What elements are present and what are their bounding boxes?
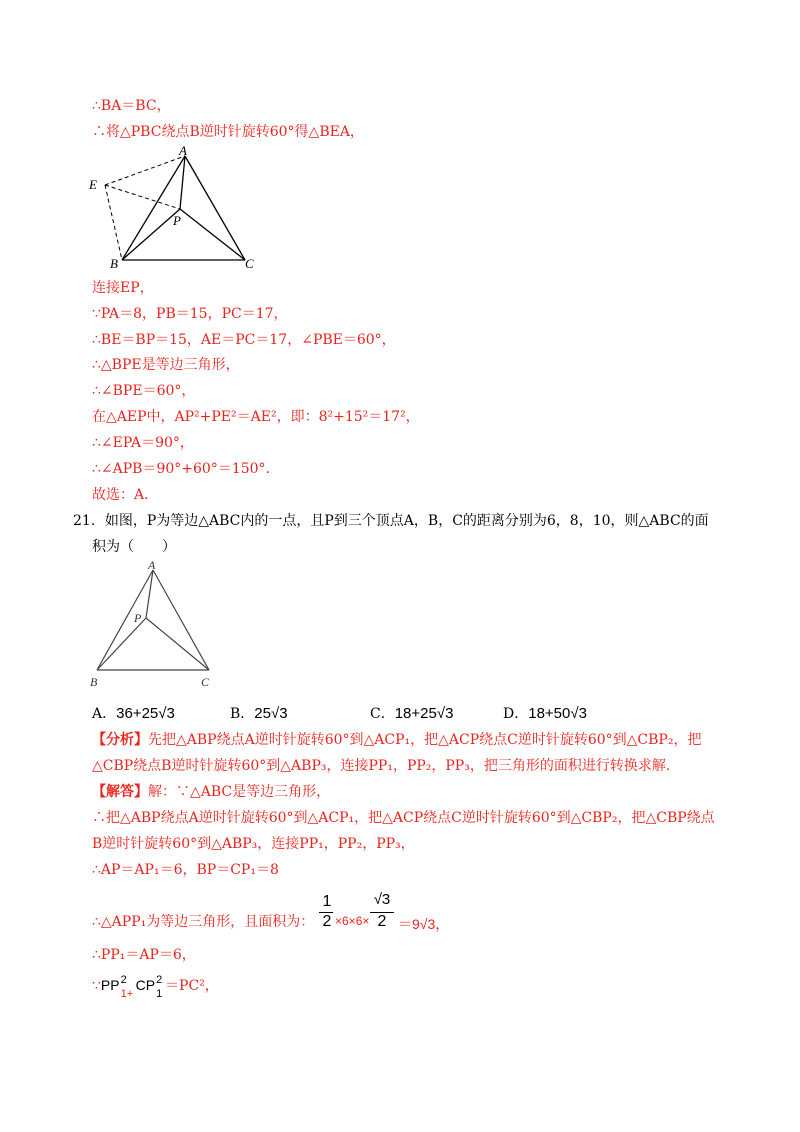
label-C: C: [201, 675, 210, 689]
edge-PB: [122, 209, 180, 260]
solution-line-6: ∴PP₁＝AP＝6，: [92, 947, 196, 963]
because-symbol: ∵: [92, 978, 101, 994]
text-line-1: ∴BA＝BC，: [92, 98, 171, 114]
pp1-superscript: 2: [120, 974, 127, 986]
option-a-label: A．: [92, 706, 117, 722]
cp1-base: CP: [135, 977, 156, 993]
edge-EP: [105, 185, 180, 209]
edge-AB: [122, 156, 185, 260]
label-B: B: [110, 256, 118, 271]
solution-line-2: ∴把△ABP绕点A逆时针旋转60°到△ACP₁，把△ACP绕点C逆时针旋转60°到△CBP₂，把△CBP绕点: [92, 810, 715, 826]
text-line-4: ∵PA＝8，PB＝15，PC＝17，: [92, 306, 288, 322]
edge-AC: [153, 570, 209, 670]
option-c-value: 18+25√3: [394, 705, 454, 722]
label-P: P: [134, 611, 142, 625]
option-d-value: 18+50√3: [528, 705, 587, 722]
label-P: P: [173, 213, 181, 228]
option-d: [503, 703, 587, 723]
option-a-value: 36+25√3: [116, 705, 175, 722]
solution-line-5-suffix: ＝9√3，: [398, 916, 450, 932]
solution-label: 【解答】: [92, 784, 148, 800]
pp1-base: PP: [100, 977, 120, 993]
edge-PC: [180, 209, 245, 260]
solution-text-1: 解：∵△ABC是等边三角形，: [148, 784, 331, 800]
option-c-label: C．: [370, 706, 395, 722]
option-d-label: D．: [503, 706, 529, 722]
analysis-text-1: 先把△ABP绕点A逆时针旋转60°到△ACP₁，把△ACP绕点C逆时针旋转60°到△CBP₂，把: [148, 732, 702, 748]
text-line-2: ∴将△PBC绕点B逆时针旋转60°得△BEA，: [92, 124, 364, 140]
solution-line-4: ∴AP＝AP₁＝6，BP＝CP₁＝8: [92, 862, 279, 878]
text-line-3: 连接EP，: [92, 280, 154, 296]
text-line-8: 在△AEP中，AP²+PE²＝AE²，即：8²+15²＝17²，: [92, 409, 420, 425]
figure-1: [85, 143, 270, 273]
option-c: [370, 703, 453, 723]
cp1-subscript: 1: [156, 988, 163, 1000]
label-E: E: [89, 177, 97, 192]
text-line-11: 故选：A．: [92, 487, 159, 503]
fraction-2-numerator: √3: [373, 891, 391, 908]
analysis-line-1: [92, 730, 701, 750]
option-b-label: B．: [230, 706, 255, 722]
figure-2: [85, 558, 220, 690]
text-line-10: ∴∠APB＝90°+60°＝150°.: [92, 461, 270, 477]
edge-EA: [105, 156, 185, 185]
label-B: B: [90, 675, 98, 689]
solution-line-7-suffix: ＝PC²，: [165, 978, 219, 994]
cp1-superscript: 2: [156, 974, 163, 986]
fraction-2-denominator: 2: [377, 913, 387, 930]
solution-line-7: [92, 974, 219, 1000]
text-line-6: ∴△BPE是等边三角形，: [92, 357, 240, 373]
question-21-line-1: 21．如图，P为等边△ABC内的一点，且P到三个顶点A，B，C的距离分别为6，8，10，则△ABC的面: [73, 513, 709, 529]
label-A: A: [179, 143, 187, 158]
text-line-7: ∴∠BPE＝60°，: [92, 383, 196, 399]
edge-AC: [185, 156, 245, 260]
analysis-label: 【分析】: [92, 732, 148, 748]
text-line-9: ∴∠EPA＝90°，: [92, 435, 194, 451]
fraction-1-denominator: 2: [322, 913, 332, 930]
option-a: [92, 703, 175, 723]
fraction-1-numerator: 1: [322, 893, 332, 910]
question-21-line-2: 积为（ ）: [92, 539, 176, 555]
solution-line-5-middle: ×6×6×: [335, 914, 370, 928]
solution-line-1: [92, 782, 330, 802]
label-A: A: [148, 558, 156, 572]
option-b-value: 25√3: [254, 705, 288, 722]
solution-line-3: B逆时针旋转60°到△ABP₃，连接PP₁，PP₂，PP₃，: [92, 836, 415, 852]
option-b: [230, 703, 288, 723]
analysis-line-2: △CBP绕点B逆时针旋转60°到△ABP₃，连接PP₁，PP₂，PP₃，把三角形的面积进行转换求解.: [92, 758, 671, 774]
text-line-5: ∴BE＝BP＝15，AE＝PC＝17，∠PBE＝60°，: [92, 332, 396, 348]
edge-EB: [105, 185, 122, 260]
pp1-subscript: 1+: [120, 988, 134, 1000]
solution-line-5-prefix: ∴△APP₁为等边三角形，且面积为：: [92, 914, 315, 930]
label-C: C: [245, 256, 254, 271]
edge-PC: [146, 618, 209, 670]
